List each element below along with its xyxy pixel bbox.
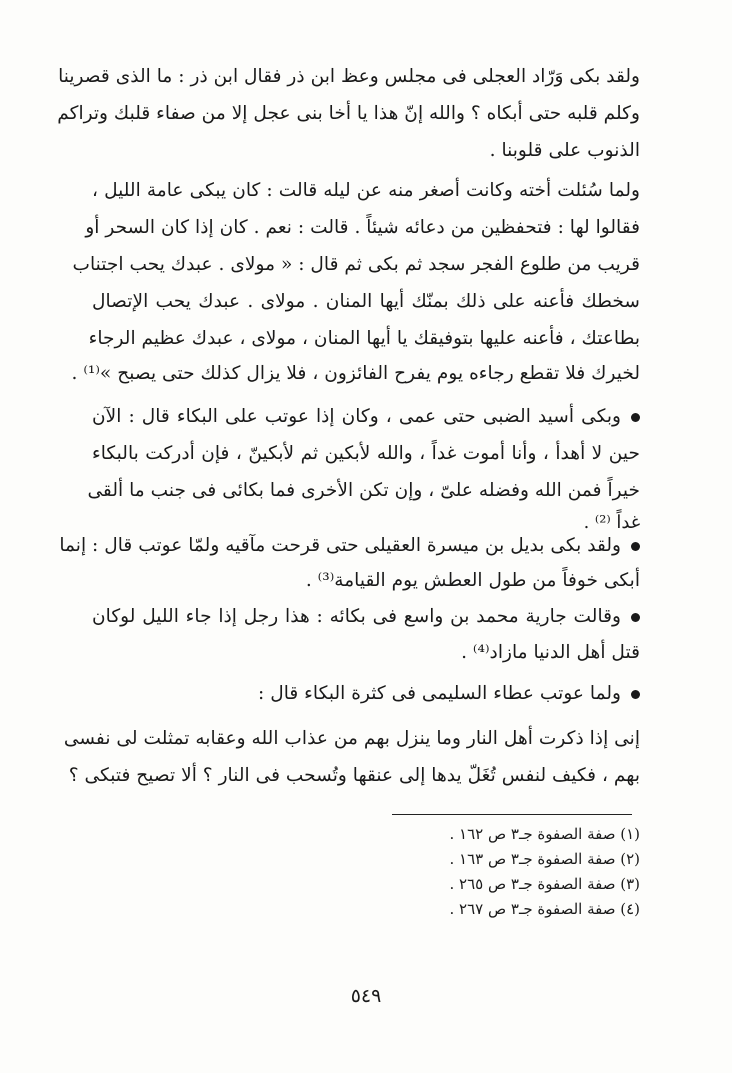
footnote: (٤) صفة الصفوة جـ٣ ص ٢٦٧ .	[449, 900, 640, 918]
text-line: قريب من طلوع الفجر سجد ثم بكى ثم قال : « مولاى . عبدك يحب اجتناب	[72, 254, 640, 275]
text-line: بهم ، فكيف لنفس تُغَلّ يدها إلى عنقها وتُسحب فى النار ؟ ألا تصيح فتبكى ؟	[68, 765, 640, 786]
text-line: غداً ⁽²⁾ .	[583, 512, 640, 533]
bullet-icon	[631, 613, 640, 622]
text-line: خيراً فمن الله وفضله علىّ ، وإن تكن الأخرى فما بكائى فى جنب ما ألقى	[87, 480, 640, 501]
bullet-icon	[631, 690, 640, 699]
bullet-line: وقالت جارية محمد بن واسع فى بكائه : هذا رجل إذا جاء الليل لوكان	[92, 604, 640, 630]
text-line: فقالوا لها : فتحفظين من دعائه شيئاً . قالت : نعم . كان إذا كان السحر أو	[85, 217, 640, 238]
footnote: (١) صفة الصفوة جـ٣ ص ١٦٢ .	[449, 825, 640, 843]
bullet-line: ولما عوتب عطاء السليمى فى كثرة البكاء قال :	[92, 681, 640, 707]
bullet-icon	[631, 413, 640, 422]
bullet-line: وبكى أسيد الضبى حتى عمى ، وكان إذا عوتب على البكاء قال : الآن	[92, 404, 640, 430]
page-number: ٥٤٩	[350, 985, 382, 1007]
text-line: ولقد بكى وَرّاد العجلى فى مجلس وعظ ابن ذر فقال ابن ذر : ما الذى قصرينا	[58, 66, 640, 87]
text-line: وكلم قلبه حتى أبكاه ؟ والله إنّ هذا يا أخا بنى عجل إلا من صفاء قلبك وتراكم	[57, 103, 640, 124]
text-line: لخيرك فلا تقطع رجاءه يوم يفرح الفائزون ، فلا يزال كذلك حتى يصبح »⁽¹⁾ .	[71, 363, 640, 384]
bullet-icon	[631, 542, 640, 551]
text-line: قتل أهل الدنيا مازاد⁽⁴⁾ .	[461, 642, 640, 663]
text-line: سخطك فأعنه على ذلك بمنّك أيها المنان . مولاى . عبدك يحب الإتصال	[92, 291, 640, 312]
footnote-divider	[392, 814, 632, 815]
footnote: (٢) صفة الصفوة جـ٣ ص ١٦٣ .	[449, 850, 640, 868]
text-line: إنى إذا ذكرت أهل النار وما ينزل بهم من عذاب الله وعقابه تمثلت لى نفسى	[63, 728, 640, 749]
text-line: أبكى خوفاً من طول العطش يوم القيامة⁽³⁾ .	[305, 570, 640, 591]
bullet-line: ولقد بكى بديل بن ميسرة العقيلى حتى قرحت مآقيه ولمّا عوتب قال : إنما	[92, 533, 640, 559]
text-line: ولما سُئلت أخته وكانت أصغر منه عن ليله قالت : كان يبكى عامة الليل ،	[92, 180, 640, 201]
text-line: بطاعتك ، فأعنه عليها بتوفيقك يا أيها المنان ، مولاى ، عبدك عظيم الرجاء	[88, 328, 640, 349]
text-line: حين لا أهدأ ، وأنا أموت غداً ، والله لأبكين ثم لأبكينّ ، فإن أدركت بالبكاء	[92, 443, 640, 464]
text-line: الذنوب على قلوبنا .	[489, 140, 640, 161]
footnote: (٣) صفة الصفوة جـ٣ ص ٢٦٥ .	[449, 875, 640, 893]
